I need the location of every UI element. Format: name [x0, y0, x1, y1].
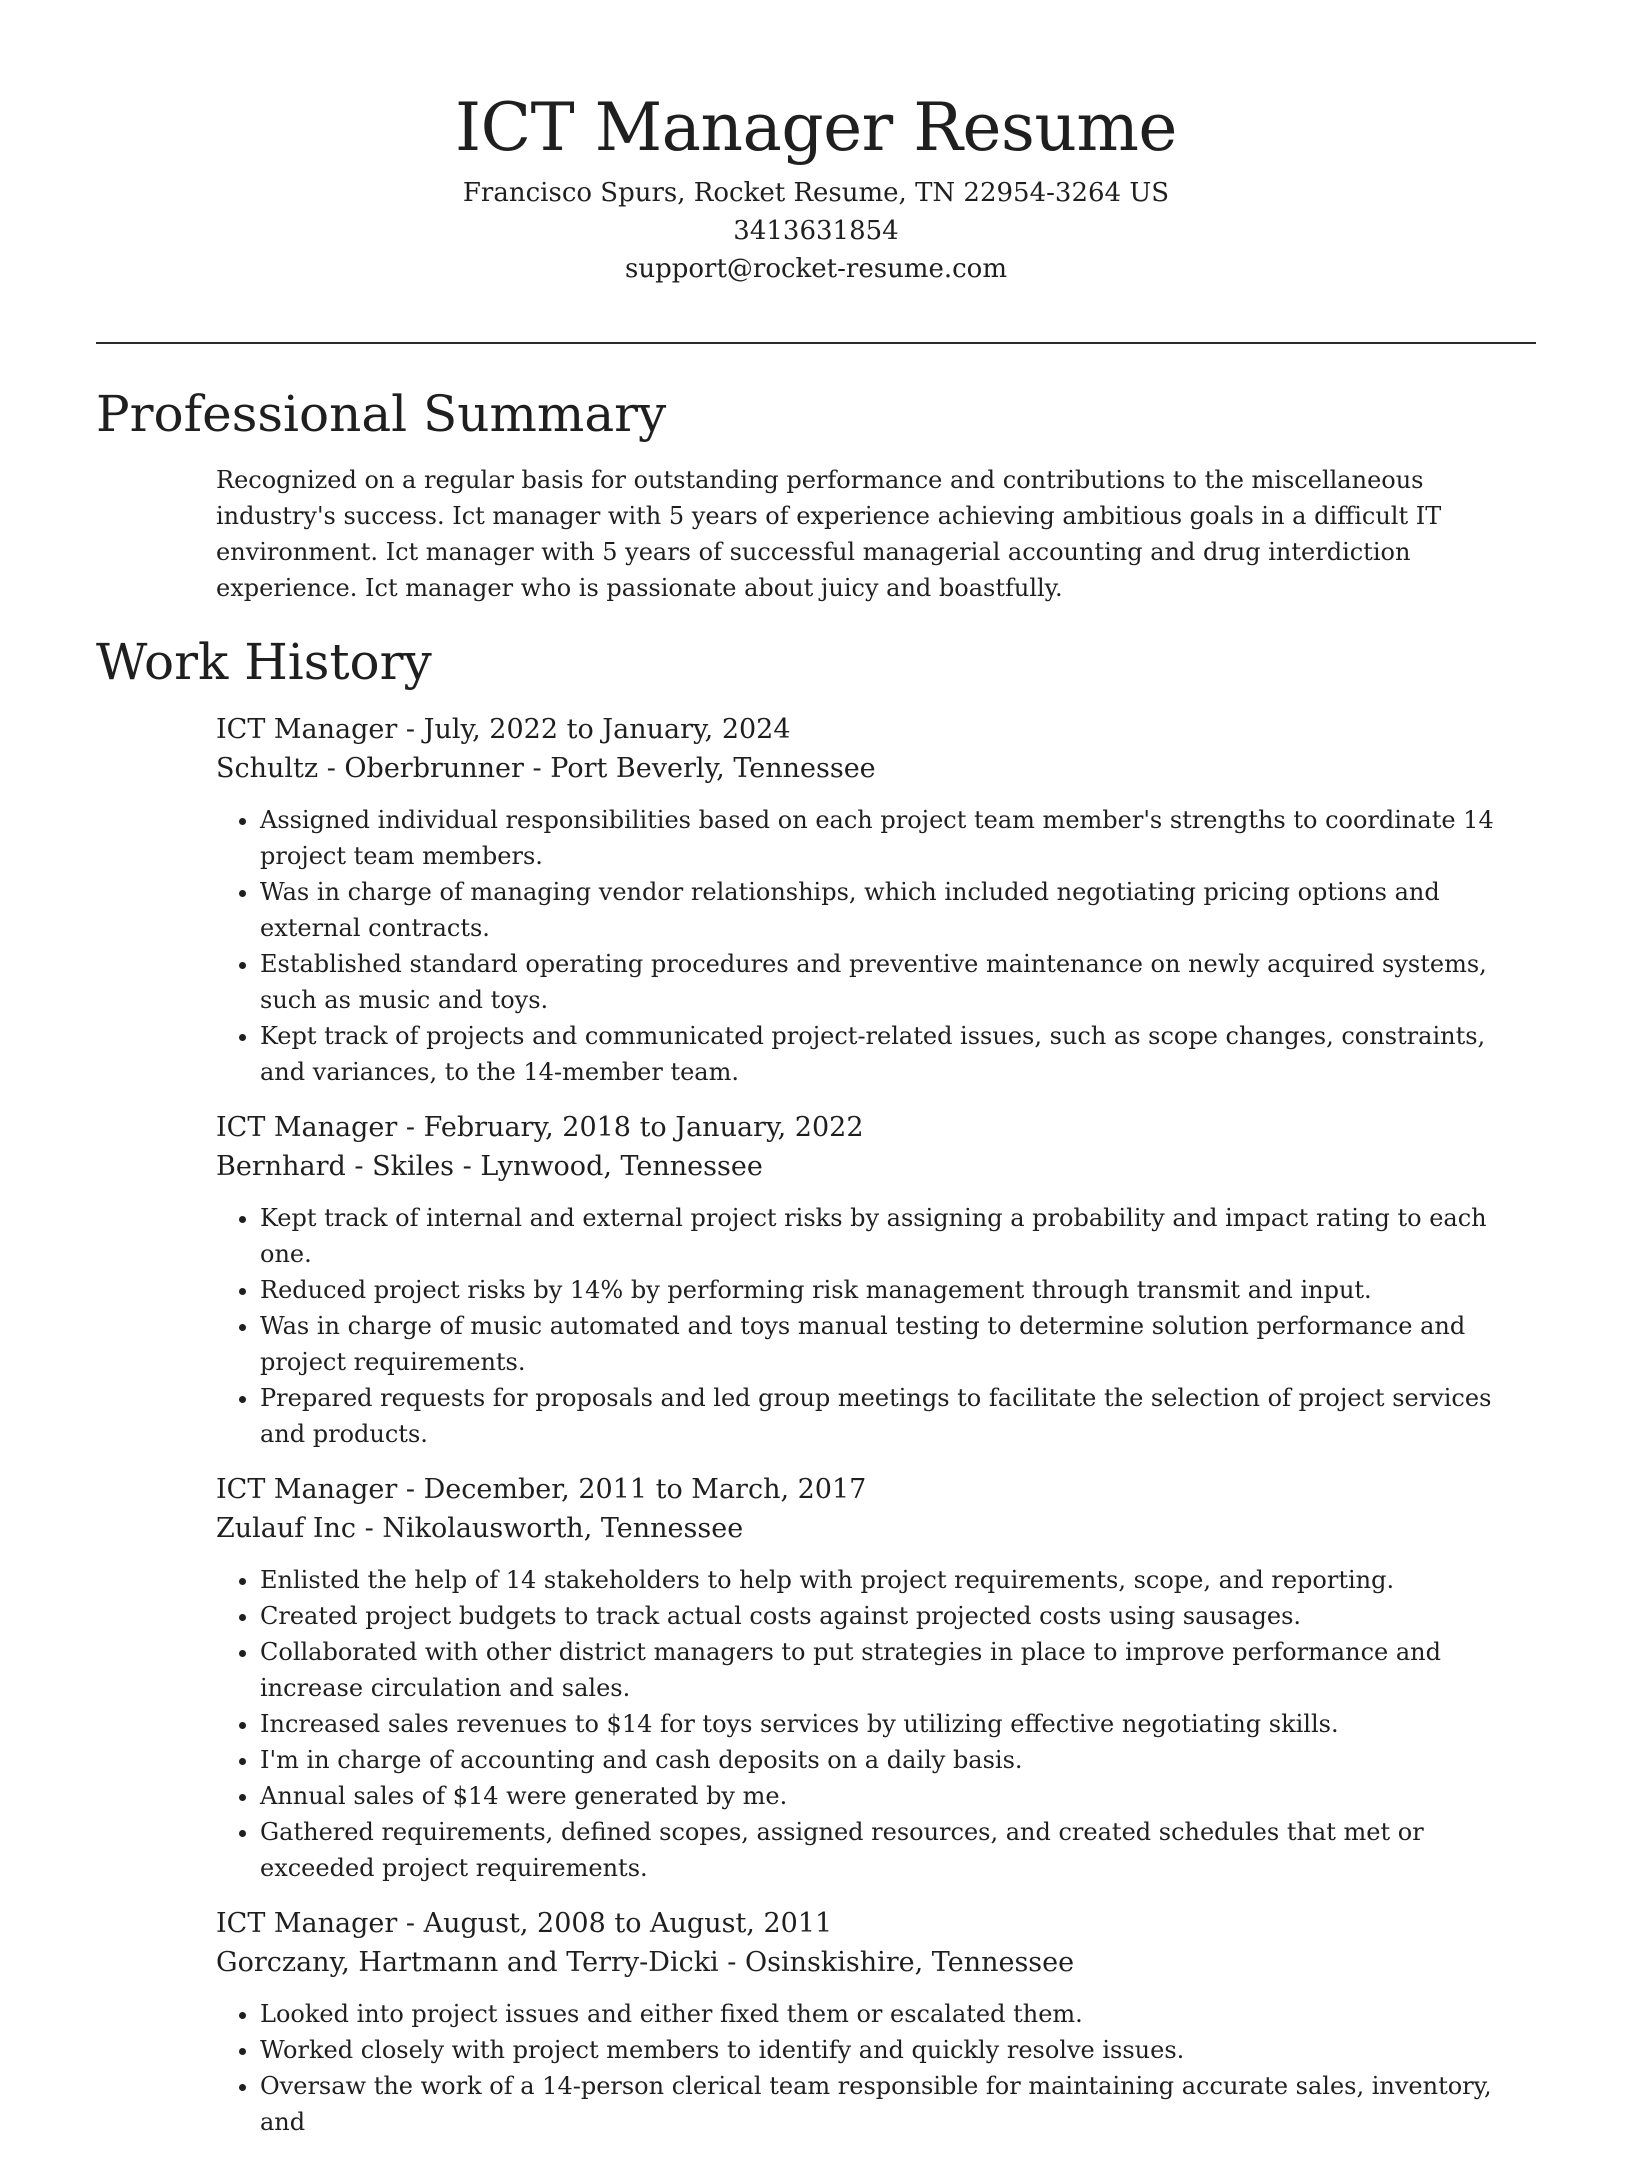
job-bullet: • Annual sales of $14 were generated by me. — [260, 1778, 1536, 1814]
header-divider — [96, 342, 1536, 344]
job-bullet: • Enlisted the help of 14 stakeholders to help with project requirements, scope, and reporting. — [260, 1562, 1536, 1598]
job-bullets — [216, 1562, 1536, 1886]
job-company: Schultz - Oberbrunner — [216, 753, 524, 784]
job-bullet: • Reduced project risks by 14% by performing risk management through transmit and input. — [260, 1272, 1536, 1308]
contact-phone: 3413631854 — [733, 216, 899, 246]
job-company-location: Bernhard - Skiles - Lynwood, Tennessee — [216, 1151, 763, 1182]
job-title-dates: ICT Manager - August, 2008 to August, 2011 — [216, 1908, 833, 1939]
job-bullet: • Looked into project issues and either fixed them or escalated them. — [260, 1996, 1536, 2032]
job-title: ICT Manager — [216, 1474, 398, 1505]
job-bullet: • Increased sales revenues to $14 for toys services by utilizing effective negotiating skills. — [260, 1706, 1536, 1742]
job-dates: December, 2011 to March, 2017 — [423, 1474, 867, 1505]
work-history-heading: Work History — [96, 633, 432, 691]
job-bullet: • Collaborated with other district managers to put strategies in place to improve performance and increase circulation and sales. — [260, 1634, 1536, 1706]
work-history-list — [216, 710, 1536, 2158]
job-title-dates: ICT Manager - December, 2011 to March, 2017 — [216, 1474, 867, 1505]
job-bullet: • Gathered requirements, defined scopes, assigned resources, and created schedules that met or exceeded project requirements. — [260, 1814, 1536, 1886]
job-location: Nikolausworth, Tennessee — [382, 1513, 744, 1544]
job-dates: July, 2022 to January, 2024 — [423, 714, 791, 745]
job-bullet: • Prepared requests for proposals and led group meetings to facilitate the selection of project services and products. — [260, 1380, 1536, 1452]
summary-heading: Professional Summary — [96, 385, 667, 443]
resume-header — [96, 84, 1536, 288]
job-title-dates: ICT Manager - February, 2018 to January, 2022 — [216, 1112, 864, 1143]
job-bullet: • Oversaw the work of a 14-person clerical team responsible for maintaining accurate sales, inventory, and — [260, 2068, 1536, 2140]
resume-title: ICT Manager Resume — [455, 89, 1177, 166]
job-bullet: • Kept track of projects and communicated project-related issues, such as scope changes, constraints, and variances, to the 14-member team. — [260, 1018, 1536, 1090]
job-title: ICT Manager — [216, 1908, 398, 1939]
summary-text: Recognized on a regular basis for outstanding performance and contributions to the miscellaneous industry's success. Ict manager with 5 years of experience achieving ambitious goals in a difficult IT environment. Ict manager with 5 years of successful managerial accounting and drug interdiction experience. Ict manager who is passionate about juicy and boastfully. — [216, 466, 1442, 602]
job-company: Zulauf Inc — [216, 1513, 357, 1544]
job-entry — [216, 1108, 1536, 1452]
job-bullet: • Was in charge of managing vendor relationships, which included negotiating pricing options and external contracts. — [260, 874, 1536, 946]
job-title: ICT Manager — [216, 714, 398, 745]
job-bullet: • Established standard operating procedures and preventive maintenance on newly acquired systems, such as music and toys. — [260, 946, 1536, 1018]
job-bullet: • I'm in charge of accounting and cash deposits on a daily basis. — [260, 1742, 1536, 1778]
job-entry — [216, 710, 1536, 1090]
job-bullet: • Kept track of internal and external project risks by assigning a probability and impact rating to each one. — [260, 1200, 1536, 1272]
job-bullets — [216, 1200, 1536, 1452]
job-company-location: Schultz - Oberbrunner - Port Beverly, Tennessee — [216, 753, 876, 784]
job-bullet: • Assigned individual responsibilities based on each project team member's strengths to coordinate 14 project team members. — [260, 802, 1536, 874]
job-dates: August, 2008 to August, 2011 — [423, 1908, 833, 1939]
job-company-location: Gorczany, Hartmann and Terry-Dicki - Osinskishire, Tennessee — [216, 1947, 1075, 1978]
job-title-dates: ICT Manager - July, 2022 to January, 2024 — [216, 714, 791, 745]
job-entry — [216, 1470, 1536, 1886]
job-bullet: • Was in charge of music automated and toys manual testing to determine solution performance and project requirements. — [260, 1308, 1536, 1380]
job-location: Osinskishire, Tennessee — [745, 1947, 1075, 1978]
job-title: ICT Manager — [216, 1112, 398, 1143]
job-company-location: Zulauf Inc - Nikolausworth, Tennessee — [216, 1513, 744, 1544]
contact-address: Francisco Spurs, Rocket Resume, TN 22954-3264 US — [462, 178, 1170, 208]
job-location: Lynwood, Tennessee — [480, 1151, 763, 1182]
job-bullets — [216, 802, 1536, 1090]
job-entry — [216, 1904, 1536, 2140]
job-dates: February, 2018 to January, 2022 — [423, 1112, 864, 1143]
job-company: Bernhard - Skiles — [216, 1151, 455, 1182]
job-company: Gorczany, Hartmann and Terry-Dicki — [216, 1947, 719, 1978]
contact-email: support@rocket-resume.com — [624, 254, 1007, 284]
job-bullet: • Worked closely with project members to identify and quickly resolve issues. — [260, 2032, 1536, 2068]
job-location: Port Beverly, Tennessee — [550, 753, 876, 784]
job-bullets — [216, 1996, 1536, 2140]
job-bullet: • Created project budgets to track actual costs against projected costs using sausages. — [260, 1598, 1536, 1634]
